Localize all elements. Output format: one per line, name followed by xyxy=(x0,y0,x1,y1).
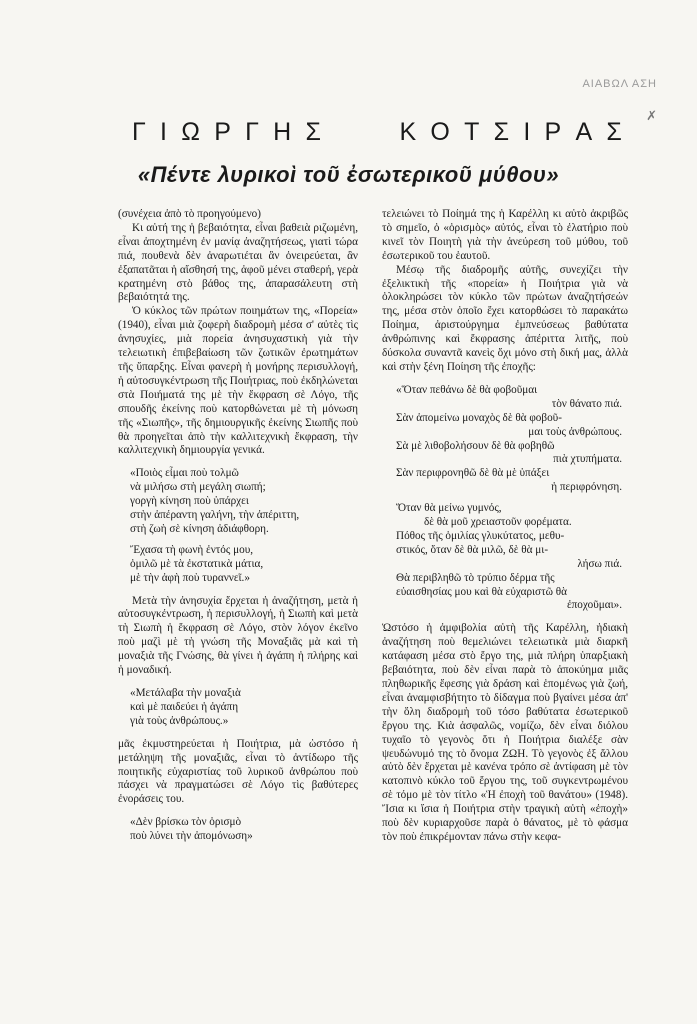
verse-line: δὲ θὰ μοῦ χρειαστοῦν φορέματα. xyxy=(424,516,572,529)
verse-line: ἐποχοῦμαι». xyxy=(566,599,622,612)
verse-line: μαι τοὺς ἀνθρώπους. xyxy=(528,425,622,438)
verse-line: Ἔχασα τὴ φωνὴ ἐντός μου, xyxy=(130,543,254,556)
verse-line: Θὰ περιβληθῶ τὸ τρύπιο δέρμα τῆς xyxy=(396,571,555,584)
verse-line: «Μετάλαβα τὴν μοναξιὰ xyxy=(130,687,241,699)
author-letter: Ι xyxy=(523,118,541,146)
author-letter: Ρ xyxy=(214,118,241,146)
verse-line: στὴ ζωὴ σὲ κίνηση ἀδιάφθορη. xyxy=(130,522,269,535)
author-letter: Η xyxy=(273,118,302,146)
verse-line: πιὰ χτυπήματα. xyxy=(553,453,622,466)
verse-line: «Δὲν βρίσκω τὸν ὁρισμὸ xyxy=(130,816,242,829)
verse-line: ὁμιλῶ μὲ τὰ ἐκστατικὰ μάτια, xyxy=(130,557,264,570)
verse-line: ἡ περιφρόνηση. xyxy=(551,481,622,494)
verse-line: μὲ τὴν ἀφὴ ποὺ τυραννεῖ.» xyxy=(130,571,250,584)
verse-line: νὰ μιλήσω στὴ μεγάλη σιωπή; xyxy=(130,481,266,494)
corner-label: ΑΙΑΒΩΛ ΑΣΗ xyxy=(582,78,657,90)
verse-line: εὐαισθησίας μου καὶ θὰ εὐχαριστῶ θὰ xyxy=(396,585,567,598)
verse-line: τὸν θάνατο πιά. xyxy=(551,397,622,410)
paragraph: Μετὰ τὴν ἀνησυχία ἔρχεται ἡ ἀναζήτηση, μετὰ ἡ αὐτοσυγκέντρωση, ἡ περισυλλογή, ἡ Σιωπὴ καὶ μετὰ τὴ Σιωπὴ ἡ ἔκφραση σὲ Λόγο, στὸν λόγον ἐκεῖνο ποὺ μαζὶ μὲ τὴ γνώση τῆς Μοναξιᾶς μὰ καὶ τὴ μοναξιὰ τῆς Γνώσης, θὰ γίνει ἡ ἀγάπη ἡ πλήρης καὶ ἡ μοναδική. xyxy=(118,594,358,677)
author-letter: Τ xyxy=(464,118,490,146)
author-letter: Κ xyxy=(399,118,427,146)
author-letter: Γ xyxy=(245,118,269,146)
verse-line: Σὰν ἀπομείνω μοναχὸς δὲ θὰ φοβοῦ- xyxy=(396,411,562,424)
author-letter: Σ xyxy=(606,118,632,146)
verse-line: γοργὴ κίνηση ποὺ ὑπάρχει xyxy=(130,495,249,508)
verse-line: στὴν ἀπέραντη γαλήνη, τὴν ἀπέριττη, xyxy=(130,509,300,522)
author-letter: Α xyxy=(575,118,603,146)
author-letter: Ω xyxy=(181,118,210,146)
corner-mark: ✗ xyxy=(646,108,657,123)
verse-line: «Ὅταν πεθάνω δὲ θὰ φοβοῦμαι xyxy=(396,383,538,396)
author-letter: Ρ xyxy=(544,118,572,146)
article-title: «Πέντε λυρικοὶ τοῦ ἐσωτερικοῦ μύθου» xyxy=(137,162,560,187)
paragraph: Ὡστόσο ἡ ἀμφιβολία αὐτὴ τῆς Καρέλλη, ἡδιακὴ ἀναζήτηση ποὺ θεμελιώνει τελειωτικὰ μιὰ διαρκῆ κατάφαση μέσα στὸ ἔργο της, μιὰ πλήρη ὑπαρξιακὴ βεβαιότητα, ποὺ δὲν εἶναι παρὰ τὸ ἀποκύημα μιᾶς πληθωρικῆς ἔφεσης γιὰ δράση καὶ ἑπομένως γιὰ ζωή, εἶναι ἀναμφισβήτητο τὸ δίδαγμα ποὺ βγαίνει μέσα ἀπ' τὴν ὅλη διαδρομὴ τοῦ τόσο βαθύτατα ἐσωτερικοῦ ἔργου της. Κιὰ ἀσφαλῶς, νομίζω, δὲν εἶναι διόλου τυχαῖο τὸ γεγονὸς ὅτι ἡ Ποιήτρια διαλέξε σὰν ψευδώνυμό της τὸ ὄνομα ΖΩΗ. Τὸ γεγονὸς ἐξ ἄλλου αὐτὸ δὲν ἔρχεται μὲ κανένα τρόπο σὲ ἀντίφαση μὲ τὸν κατοπινὸ κύκλο τοῦ ἔργου της, τοῦ συγκεντρωμένου σὲ τόμο μὲ τὸν τίτλο «Ἡ ἐποχὴ τοῦ θανάτου» (1948). Ἴσια κι ἴσια ἡ Ποιήτρια στὴν τραγικὴ αὐτὴ «ἐποχὴ» ποὺ δὲν κυριαρχοῦσε παρὰ ὁ θάνατος, μὲ τὸ φάσμα τὸν ποὺ ἐπικρέμονταν πάνω στὴν κεφα- xyxy=(382,622,628,843)
verse-line: «Ποιὸς εἶμαι ποὺ τολμῶ xyxy=(130,467,239,480)
author-space xyxy=(335,118,395,147)
verse-line: λήσω πιά. xyxy=(577,557,622,570)
author-letter: Ι xyxy=(160,118,177,146)
author-letter: Ο xyxy=(430,118,460,146)
poem-excerpt xyxy=(130,816,358,844)
verse-line: Σὰν περιφρονηθῶ δὲ θὰ μὲ ὑπάξει xyxy=(396,467,550,480)
poem-excerpt xyxy=(130,687,358,729)
right-column xyxy=(382,208,628,845)
paragraph: Κι αὐτή της ἡ βεβαιότητα, εἶναι βαθειὰ ριζωμένη, εἶναι ἀποχτημένη ἐν μανίᾳ ἀναζητήσεως, γιατὶ τώρα πιά, πουθενὰ δὲν ἀναρωτιέται ἂν ὀνειρεύεται, ἂν ἐξαπατᾶται ἡ αἴσθησή της, ἀφοῦ μένει σταθερή, γερὰ κρατημένη στὸ βάθος της, ἀπαρασάλευτη στὴ βεβαιότητά της. xyxy=(118,221,358,304)
continuation-note: (συνέχεια ἀπὸ τὸ προηγούμενο) xyxy=(118,208,261,220)
verse-line: στικός, ὅταν δὲ θὰ μιλῶ, δὲ θὰ μι- xyxy=(396,543,549,556)
author-letter: Γ xyxy=(132,118,156,146)
poem-excerpt xyxy=(396,384,628,614)
paragraph: τελειώνει τὸ Ποίημά της ἡ Καρέλλη κι αὐτὸ ἀκριβῶς τὸ σημεῖο, ὁ «ὁρισμὸς» αὐτός, εἶναι τὸ ἐλατήριο ποὺ κινεῖ τὸν Ποιητὴ γιὰ τὴν ἀνεύρεση τοῦ μύθου, τοῦ ἐσωτερικοῦ του ἑαυτοῦ. xyxy=(382,208,628,262)
paragraph: Μέσῳ τῆς διαδρομῆς αὐτῆς, συνεχίζει τὴν ἐξελικτικὴ τῆς «πορεία» ἡ Ποιήτρια γιὰ νὰ ὁλοκληρώσει τὸν κύκλο τῶν πρώτων ἀναζητήσεών της, μέσα στὸν ὁποῖο ἔχει κατορθώσει τὸ παρακάτω Ποίημα, ἀριστούργημα ἐμπνεύσεως βαθύτατα ἀνθρώπινης καὶ ἔκφρασης ἀπέριττα λιτῆς, ποὺ δύσκολα συναντᾶ κανεὶς ὄχι μόνο στὴ δική μας, ἀλλὰ καὶ στὴν ξένη Ποίηση τῆς ἐποχῆς: xyxy=(382,263,628,373)
author-name xyxy=(132,118,632,147)
paragraph: μᾶς ἐκμυστηρεύεται ἡ Ποιήτρια, μὰ ὡστόσο ἡ μετάληψη τῆς μοναξιᾶς, εἶναι τὸ ἀντίδωρο τῆς ποιητικῆς εὐχαριστίας τοῦ λυρικοῦ ἀνθρώπου ποὺ πάσχει νὰ πραγματώσει σὲ Λόγο τὶς βαθύτερες ἐνοράσεις του. xyxy=(118,737,358,806)
left-column xyxy=(118,208,358,853)
verse-line: ποὺ λύνει τὴν ἀπομόνωση» xyxy=(130,830,253,843)
verse-line: Πόθος τῆς ὁμιλίας γλυκύτατος, μεθυ- xyxy=(396,529,565,542)
verse-line: γιὰ τοὺς ἀνθρώπους.» xyxy=(130,714,229,727)
verse-line: καὶ μὲ παιδεύει ἡ ἀγάπη xyxy=(130,700,239,713)
verse-line: Ὅταν θὰ μείνω γυμνός, xyxy=(396,502,502,515)
paragraph: Ὁ κύκλος τῶν πρώτων ποιημάτων της, «Πορεία» (1940), εἶναι μιὰ ζοφερὴ διαδρομὴ μέσα σ' αὐτὲς τὶς ἀνησυχίες, μιὰ πορεία ἀνησυχαστικὴ γιὰ τὴν τελειωτικὴ ἐπιβεβαίωση τῶν ζωτικῶν ἐρωτημάτων τῆς ὕπαρξης. Εἶναι φανερὴ ἡ μονήρης περισυλλογή, ἡ αὐτοσυγκέντρωση τῆς Ποιήτριας, ποὺ ἐκδηλώνεται στὰ Ποιήματά της μὲ τὴν ἔκφραση σὲ Λόγο, τῆς σπουδῆς ἐκείνης ποὺ κατορθώνεται μὲ τὴ μόνωση τῆς «Σιωπῆς», τῆς δημιουργικῆς ἐκείνης Σιωπῆς ποὺ θὰ προηγεῖται ἀπὸ τὴν καλλιτεχνικὴ ἔκφραση, τὴν καλλιτεχνικὴ δημιουργία γενικά. xyxy=(118,305,358,457)
author-letter: Σ xyxy=(493,118,520,146)
poem-excerpt xyxy=(130,467,358,585)
author-letter: Σ xyxy=(305,118,331,146)
verse-line: Σὰ μὲ λιθοβολήσουν δὲ θὰ φοβηθῶ xyxy=(396,439,555,452)
